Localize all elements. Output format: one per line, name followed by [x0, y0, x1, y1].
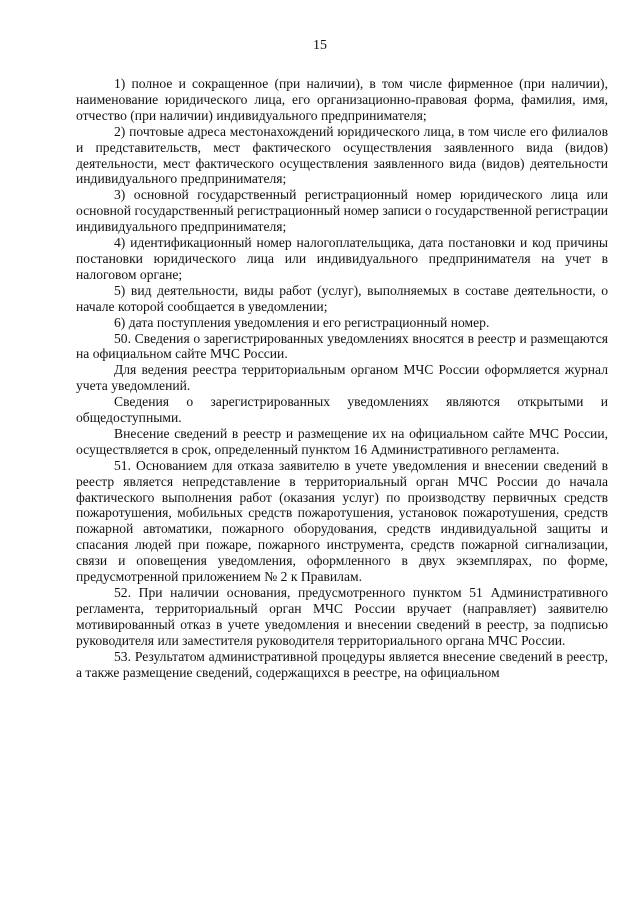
- paragraph-clause-51: 51. Основанием для отказа заявителю в учете уведомления и внесении сведений в реестр является непредставление в территориальный орган МЧС России до начала фактического выполнения работ (оказания услуг) по производству первичных средств пожаротушения, мобильных средств пожаротушения, установок пожаротушения, средств пожарной автоматики, пожарного оборудования, средств индивидуальной защиты и спасания людей при пожаре, пожарного инструмента, средств пожарной сигнализации, связи и оповещения уведомления, оформленного в двух экземплярах, по форме, предусмотренной приложением № 2 к Правилам.: [76, 457, 608, 585]
- paragraph-item-1: 1) полное и сокращенное (при наличии), в том числе фирменное (при наличии), наименование юридического лица, его организационно-правовая форма, фамилия, имя, отчество (при наличии) индивидуального предпринимателя;: [76, 76, 608, 123]
- paragraph-publication-term: Внесение сведений в реестр и размещение их на официальном сайте МЧС России, осуществляется в срок, определенный пунктом 16 Административного регламента.: [76, 425, 608, 457]
- paragraph-item-6: 6) дата поступления уведомления и его регистрационный номер.: [114, 314, 490, 330]
- paragraph-clause-50: 50. Сведения о зарегистрированных уведомлениях вносятся в реестр и размещаются на официальном сайте МЧС России.: [76, 330, 608, 362]
- page-number: 15: [313, 38, 327, 53]
- document-body: [76, 76, 608, 680]
- paragraph-item-5: 5) вид деятельности, виды работ (услуг), выполняемых в составе деятельности, о начале которой сообщается в уведомлении;: [76, 282, 608, 314]
- paragraph-open-data: Сведения о зарегистрированных уведомлениях являются открытыми и общедоступными.: [76, 394, 608, 426]
- paragraph-clause-53: 53. Результатом административной процедуры является внесение сведений в реестр, а также размещение сведений, содержащихся в реестре, на официальном: [76, 648, 608, 680]
- paragraph-item-4: 4) идентификационный номер налогоплательщика, дата постановки и код причины постановки юридического лица или индивидуального предпринимателя на учет в налоговом органе;: [76, 235, 608, 282]
- paragraph-item-2: 2) почтовые адреса местонахождений юридического лица, в том числе его филиалов и представительств, мест фактического осуществления заявленного вида (видов) деятельности, мест фактического осуществления заявленного вида (видов) деятельности индивидуального предпринимателя;: [76, 123, 608, 187]
- paragraph-clause-52: 52. При наличии основания, предусмотренного пунктом 51 Административного регламента, территориальный орган МЧС России вручает (направляет) заявителю мотивированный отказ в учете уведомления и внесении сведений в реестр, за подписью руководителя или заместителя руководителя территориального органа МЧС России.: [76, 585, 608, 648]
- paragraph-item-3: 3) основной государственный регистрационный номер юридического лица или основной государственный регистрационный номер записи о государственной регистрации индивидуального предпринимателя;: [76, 187, 608, 235]
- paragraph-registry-journal: Для ведения реестра территориальным органом МЧС России оформляется журнал учета уведомлений.: [76, 362, 608, 394]
